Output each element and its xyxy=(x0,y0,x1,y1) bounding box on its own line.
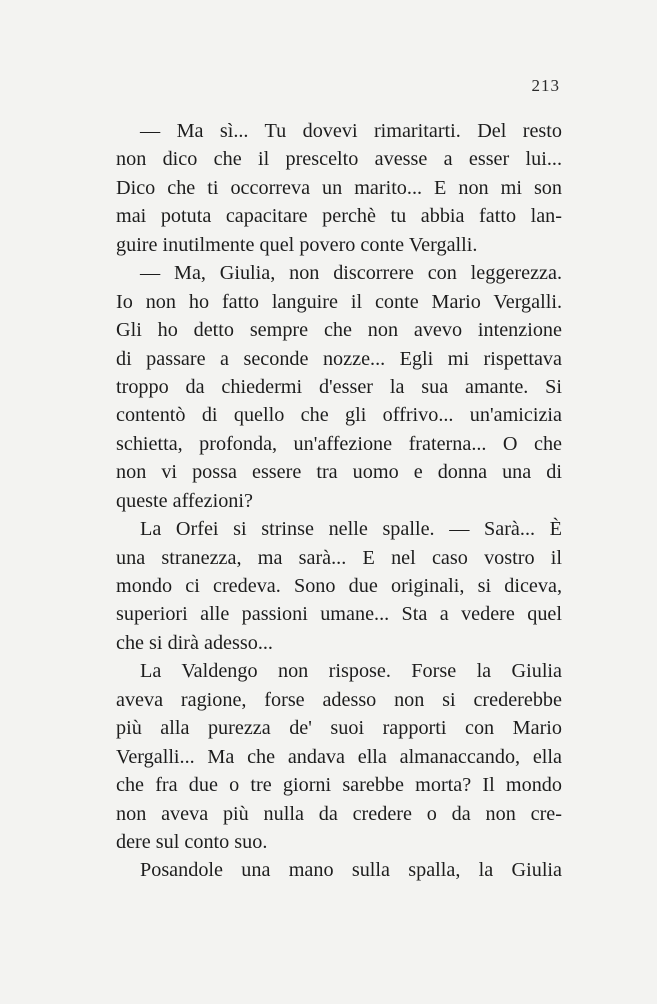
text-line: non dico che il prescelto avesse a esser lui... xyxy=(116,148,562,171)
text-line: Gli ho detto sempre che non avevo intenzione xyxy=(116,319,562,342)
text-line: Io non ho fatto languire il conte Mario Vergalli. xyxy=(116,290,562,313)
text-line: mai potuta capacitare perchè tu abbia fatto lan- xyxy=(116,205,562,228)
text-line: La Valdengo non rispose. Forse la Giulia xyxy=(140,660,562,683)
text-line: Vergalli... Ma che andava ella almanaccando, ella xyxy=(116,745,562,768)
text-line: schietta, profonda, un'affezione fraterna... O che xyxy=(116,432,562,455)
text-line: La Orfei si strinse nelle spalle. — Sarà... È xyxy=(140,518,562,541)
text-line: Dico che ti occorreva un marito... E non mi son xyxy=(116,176,562,199)
text-line: superiori alle passioni umane... Sta a vedere quel xyxy=(116,603,562,626)
text-line: che fra due o tre giorni sarebbe morta? Il mondo xyxy=(116,774,562,797)
text-line: dere sul conto suo. xyxy=(116,830,268,853)
page-number: 213 xyxy=(531,76,560,95)
text-line: — Ma, Giulia, non discorrere con leggerezza. xyxy=(140,262,562,285)
text-line: guire inutilmente quel povero conte Vergalli. xyxy=(116,233,478,256)
text-line: contentò di quello che gli offrivo... un'amicizia xyxy=(116,404,562,427)
text-line: Posandole una mano sulla spalla, la Giulia xyxy=(140,859,562,882)
text-line: mondo ci credeva. Sono due originali, si diceva, xyxy=(116,575,562,597)
text-line: non vi possa essere tra uomo e donna una di xyxy=(116,461,562,484)
text-line: più alla purezza de' suoi rapporti con Mario xyxy=(116,717,562,740)
text-line: queste affezioni? xyxy=(116,489,253,512)
text-line: non aveva più nulla da credere o da non cre- xyxy=(116,802,562,825)
text-line: — Ma sì... Tu dovevi rimaritarti. Del resto xyxy=(140,120,562,142)
body-text xyxy=(116,117,562,885)
text-line: troppo da chiedermi d'esser la sua amante. Si xyxy=(116,375,562,398)
text-line: di passare a seconde nozze... Egli mi rispettava xyxy=(116,347,562,370)
text-line: che si dirà adesso... xyxy=(116,631,273,654)
text-line: aveva ragione, forse adesso non si crederebbe xyxy=(116,688,562,711)
text-line: una stranezza, ma sarà... E nel caso vostro il xyxy=(116,546,562,569)
